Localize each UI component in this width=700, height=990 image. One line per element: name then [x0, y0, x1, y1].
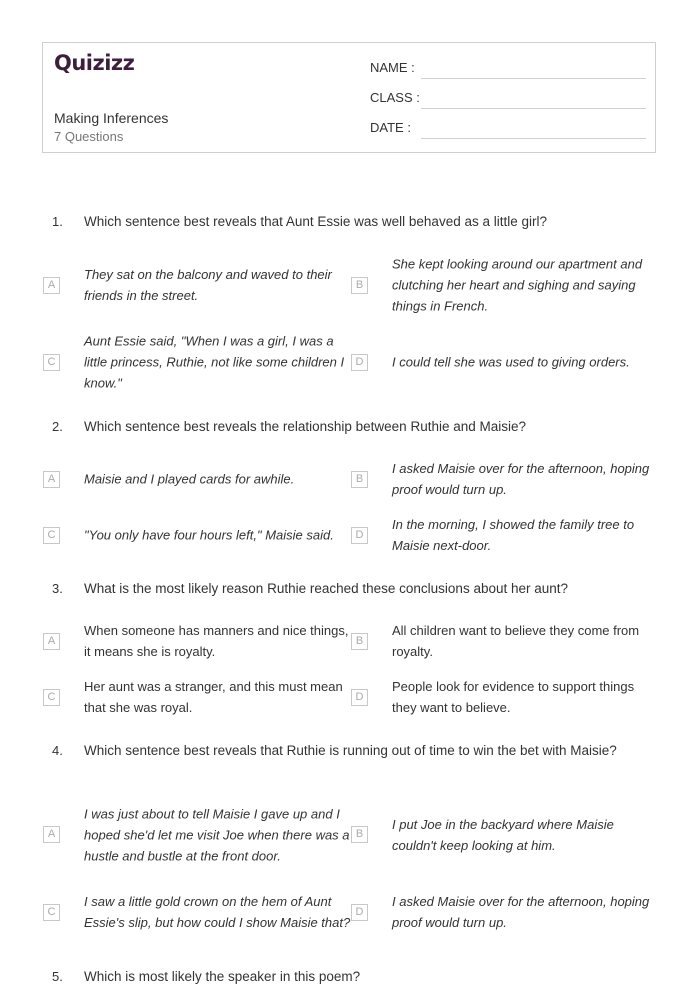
option-text: "You only have four hours left," Maisie said. — [84, 527, 334, 543]
option-letter: B — [351, 471, 368, 488]
question-number: 2. — [52, 419, 63, 434]
worksheet-header — [42, 42, 656, 153]
name-line — [421, 78, 646, 79]
option-text: I asked Maisie over for the afternoon, hoping proof would turn up. — [392, 894, 650, 930]
option-text: Her aunt was a stranger, and this must mean that she was royal. — [84, 679, 343, 715]
option-text: I asked Maisie over for the afternoon, hoping proof would turn up. — [392, 461, 650, 497]
option-text: All children want to believe they come from royalty. — [392, 623, 640, 659]
question-number: 1. — [52, 214, 63, 229]
option-text: I could tell she was used to giving orders. — [392, 354, 630, 370]
option-text: She kept looking around our apartment and clutching her heart and sighing and saying things in French. — [392, 256, 643, 314]
option-letter: B — [351, 277, 368, 294]
question-number: 3. — [52, 581, 63, 596]
option-text: I saw a little gold crown on the hem of Aunt Essie's slip, but how could I show Maisie that? — [84, 894, 351, 930]
question-text: Which sentence best reveals the relationship between Ruthie and Maisie? — [84, 419, 527, 434]
question-text: What is the most likely reason Ruthie reached these conclusions about her aunt? — [84, 581, 569, 596]
option-text: Maisie and I played cards for awhile. — [84, 471, 295, 487]
option-letter: A — [43, 826, 60, 843]
question-text: Which sentence best reveals that Ruthie is running out of time to win the bet with Maisie? — [84, 743, 617, 758]
quizizz-logo: Quizizz — [54, 51, 135, 75]
option-text: They sat on the balcony and waved to their friends in the street. — [84, 267, 332, 303]
option-letter: D — [351, 689, 368, 706]
option-letter: C — [43, 904, 60, 921]
class-line — [421, 108, 646, 109]
option-letter: A — [43, 277, 60, 294]
option-letter: C — [43, 354, 60, 371]
worksheet-title: Making Inferences — [54, 110, 169, 126]
option-text: When someone has manners and nice things, it means she is royalty. — [84, 623, 349, 659]
option-letter: C — [43, 689, 60, 706]
option-letter: B — [351, 633, 368, 650]
option-letter: D — [351, 904, 368, 921]
option-text: In the morning, I showed the family tree to Maisie next-door. — [392, 517, 635, 553]
question-number: 5. — [52, 969, 63, 984]
option-letter: B — [351, 826, 368, 843]
question-text: Which is most likely the speaker in this poem? — [84, 969, 361, 984]
date-label: DATE : — [370, 120, 411, 135]
question-text: Which sentence best reveals that Aunt Essie was well behaved as a little girl? — [84, 214, 547, 229]
option-letter: D — [351, 354, 368, 371]
option-text: People look for evidence to support things they want to believe. — [392, 679, 635, 715]
question-count: 7 Questions — [54, 129, 124, 144]
option-text: I was just about to tell Maisie I gave up and I hoped she'd let me visit Joe when there was a hustle and bustle at the front door. — [84, 806, 350, 864]
option-letter: D — [351, 527, 368, 544]
option-text: Aunt Essie said, "When I was a girl, I was a little princess, Ruthie, not like some children I know." — [84, 333, 345, 391]
date-line — [421, 138, 646, 139]
name-label: NAME : — [370, 60, 415, 75]
option-letter: A — [43, 471, 60, 488]
class-label: CLASS : — [370, 90, 420, 105]
option-letter: A — [43, 633, 60, 650]
option-text: I put Joe in the backyard where Maisie couldn't keep looking at him. — [392, 817, 614, 853]
question-number: 4. — [52, 743, 63, 758]
option-letter: C — [43, 527, 60, 544]
